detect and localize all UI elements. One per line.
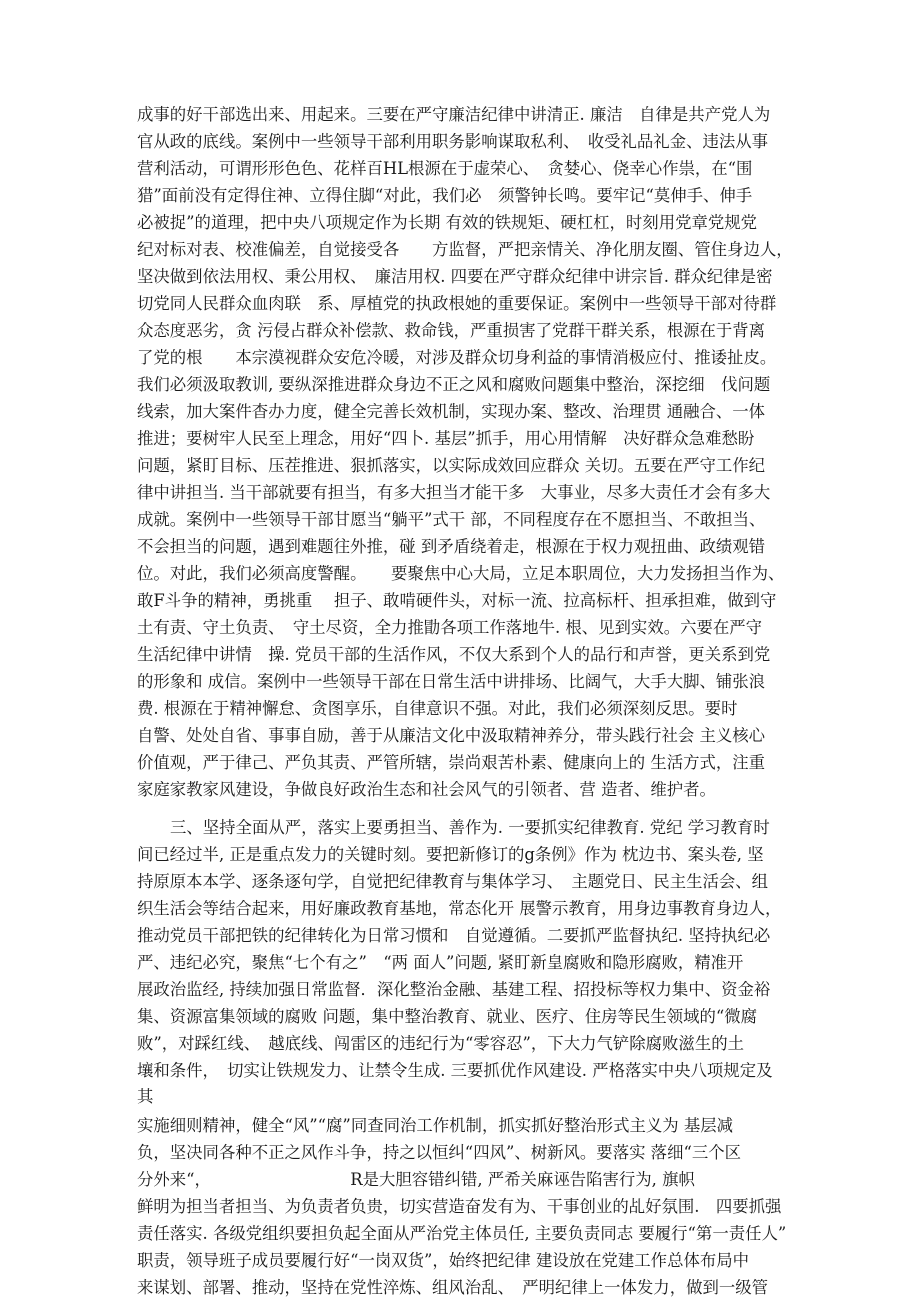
text-line: 展政治监经, 持续加强日常监督．深化整治金融、基建工程、招投标等权力集中、资金裕 [137,980,771,999]
text-line: 推动党员干部把铁的纪律转化为日常习惯和 自觉遵循。二要抓严监督执纪. 坚持执纪必 [137,926,771,945]
text-line: 其 [137,1087,154,1106]
text-line: 不会担当的问题，遇到难题往外推，碰 到矛盾绕着走，根源在于权力观扭曲、政绩观错 [137,537,766,556]
text-line: 职责，领导班子成员要履行好“一岗双货”，始终把纪律 建设放在党建工作总体布局中 [137,1251,750,1270]
text-line: 位。对此，我们必须高度警醒。 要聚焦中心大局，立足本职周位，大力发扬担当作为、 [137,564,785,583]
text-line: 坚决做到依法用权、秉公用权、 廉洁用权. 四要在严守群众纪律中讲宗旨. 群众纪律是密 [137,267,773,286]
section-heading-line: 三、坚持全面从严，落实上要勇担当、善作为. 一要抓实纪律教育. 党纪 学习教育时 [170,818,770,837]
text-line: 壤和条件， 切实让铁规发力、让禁令生成. 三要抓优作风建设. 严格落实中央八项规定及 [137,1061,773,1080]
text-line: 必被捉”的道理，把中央八项规定作为长期 有效的铁规矩、硬杠杠，时刻用党章党规党 [137,213,758,232]
text-line: 众态度恶劣，贪 污侵占群众补偿款、救命钱，严重损害了党群干群关系，根源在于背离 [137,321,766,340]
text-line: 责任落实. 各级党组织要担负起全面从严治党主体员任, 主要负责同志 要履行“第一责任人” [137,1224,787,1243]
text-line: 线索，加大案件杳办力度，健全完善长效机制，实现办案、整改、治理贯 通融合、一体 [137,402,766,421]
text-line: 价值观，严于律己、严负其责、严管所辖，崇尚艰苦朴素、健康向上的 生活方式，注重 [137,753,766,772]
text-line: 家庭家教家风建设，争做良好政治生态和社会风气的引领者、营 造者、维护者。 [137,780,716,799]
text-line: 成事的好干部选出来、用起来。三要在严守廉洁纪律中讲清正. 廉洁 自律是共产党人为 [137,105,771,124]
text-line: 自警、处处自省、事事自励，善于从廉洁文化中汲取精神养分，带头践行社会 主义核心 [137,726,766,745]
text-line: 土有责、守土负责、 守土尽资，全力推勖各项工作落地牛. 根、见到实效。六要在严守 [137,618,763,637]
text-line: 来谋划、部署、推动，坚持在党性淬炼、组风治乱、 严明纪律上一体发力，做到一级管 [137,1278,769,1297]
text-line: 生活纪律中讲情 操. 党员干部的生活作风，不仅大系到个人的品行和声誉，更关系到党 [137,645,771,664]
text-line: 切党同人民群众血肉联 系、厚植党的执政根她的重要保证。案例中一些领导干部对待群 [137,294,777,313]
text-line: 问题，紧盯目标、压茬推进、狠抓落实，以实际成效回应群众 关切。五要在严守工作纪 [137,456,766,475]
text-line: 官从政的底线。案例中一些领导干部利用职务影响谋取私利、 收受礼品礼金、违法从事 [137,132,769,151]
text-line: 败”，对踩红线、 越底线、闯雷区的违纪行为“零容忍”，下大力气铲除腐败滋生的土 [137,1034,744,1053]
text-line: 了党的根 本宗漠视群众安危冷暖，对涉及群众切身利益的事情消极应付、推诿扯皮。 [137,348,777,367]
text-line: 敢F斗争的精神，勇挑重 担子、敢啃硬件头，对标一流、拉高标杆、担承担难，做到守 [137,591,777,610]
text-line: 集、资源富集领域的腐败 问题，集中整治教育、就业、医疗、住房等民生领域的“微腐 [137,1007,758,1026]
text-line: 猎”面前没有定得住神、立得住脚“对此，我们必 须警钟长鸣。要牢记“莫伸手、伸手 [137,186,753,205]
text-line: 推进；要树牢人民至上理念，用好“四卜. 基层”抓手，用心用情解 决好群众急难愁盼 [137,429,755,448]
text-line: 鲜明为担当者担当、为负责者负贵，切实营造奋发有为、干事创业的乩好氛围. 四要抓强 [137,1197,782,1216]
text-line: 严、违纪必究，聚焦“七个有之” “两 面人”问题, 紧盯新皇腐败和隐形腐败，精准开 [137,953,744,972]
text-line: 分外来“， R是大胆容错纠错, 严希关麻诬告陷害行为, 旗帜 [137,1170,695,1189]
text-line: 负，坚决同各种不正之风作斗争，持之以恒纠“四风”、树新风。要落实 落细“三个区 [137,1143,742,1162]
text-line: 我们必须汲取教训, 要纵深推进群众身边不正之风和腐败问题集中整治，深挖细 伐问题 [137,375,771,394]
text-line: 律中讲担当. 当干部就要有担当，有多大担当才能干多 大事业，尽多大责任才会有多大 [137,483,771,502]
text-line: 持原原本本学、逐条逐句学，自觉把纪律教育与集体学习、 主题党日、民主生活会、组 [137,872,769,891]
text-line: 的形象和 成信。案例中一些领导干部在日常生活中讲排场、比阔气，大手大脚、铺张浪 [137,672,766,691]
text-line: 纪对标对表、校准偏差，自觉接受各 方监督，严把亲情关、净化朋友圈、管住身边人， [137,240,793,259]
text-line: 成就。案例中一些领导干部甘愿当“躺平”式干 部，不同程度存在不愿担当、不敢担当、 [137,510,766,529]
text-line: 间已经过半, 正是重点发力的关键时刻。要把新修订的g条例》作为 枕边书、案头卷, 坚 [137,845,764,864]
text-line: 营利活动，可谓形形色色、花样百HL根源在于虚荣心、 贪婪心、侥幸心作祟，在“围 [137,159,753,178]
text-line: 费. 根源在于精神懈怠、贪图享乐，自律意识不强。对此，我们必须深刻反思。要时 [137,699,738,718]
text-line: 实施细则精神，健全“风”“腐”同查同治工作机制，抓实抓好整治形式主义为 基层减 [137,1116,734,1135]
text-line: 织生活会等结合起来，用好廉政教育基地，常态化开 展警示教育，用身边事教育身边人， [137,899,782,918]
